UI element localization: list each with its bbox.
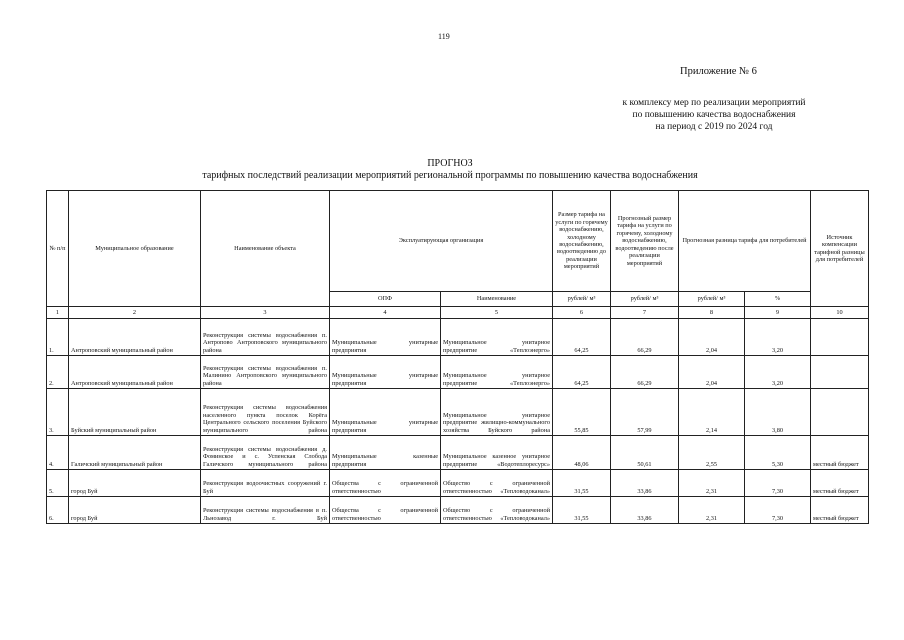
header-row [47,191,869,292]
cell-tariff-before: 48,06 [553,436,611,470]
header-name: Наименование [441,292,553,307]
cell-num: 1. [47,319,69,356]
cell-tariff-after: 33,86 [611,497,679,524]
header-tariff-before: Размер тарифа на услуги по горячему водоснабжению, холодному водоснабжению, водоотведению до реализации мероприятий [553,191,611,292]
col-number: 9 [745,307,811,319]
table-row [47,319,869,356]
heading-line-2: тарифных последствий реализации мероприятий региональной программы по повышению качества водоснабжения [202,170,698,181]
cell-object: Реконструкция водоочистных сооружений г. Буй [201,470,330,497]
cell-opf: Муниципальные унитарные предприятия [330,389,441,436]
col-number: 6 [553,307,611,319]
cell-name: Муниципальное унитарное предприятие «Теплоэнерго» [441,356,553,389]
cell-opf: Муниципальные унитарные предприятия [330,319,441,356]
cell-opf: Муниципальные казенные предприятия [330,436,441,470]
col-number: 7 [611,307,679,319]
header-operator: Эксплуатирующая организация [330,191,553,292]
cell-tariff-after: 57,99 [611,389,679,436]
cell-source [811,319,869,356]
cell-num: 6. [47,497,69,524]
cell-object: Реконструкция системы водоснабжения п. Малинино Антроповского муниципального района [201,356,330,389]
col-number: 1 [47,307,69,319]
cell-diff: 2,04 [679,319,745,356]
cell-name: Муниципальное унитарное предприятие жилищно-коммунального хозяйства Буйского района [441,389,553,436]
table-row [47,470,869,497]
table-row [47,497,869,524]
cell-object: Реконструкция системы водоснабжения населенного пункта поселок Корёга Центрального сельского поселения Буйского муниципального района [201,389,330,436]
cell-diff: 2,14 [679,389,745,436]
cell-tariff-after: 66,29 [611,319,679,356]
cell-municipality: город Буй [69,470,201,497]
appendix-subtitle [614,97,814,133]
cell-object: Реконструкция системы водоснабжения п. Антропово Антроповского муниципального района [201,319,330,356]
page-number: 119 [438,32,450,41]
col-number: 3 [201,307,330,319]
cell-source: местный бюджет [811,497,869,524]
appendix-line: на период с 2019 по 2024 год [655,122,773,132]
col-number: 10 [811,307,869,319]
header-tariff-after: Прогнозный размер тарифа на услуги по горячему, холодному водоснабжению, водоотведению после реализации мероприятий [611,191,679,292]
cell-tariff-before: 64,25 [553,356,611,389]
cell-num: 3. [47,389,69,436]
cell-source: местный бюджет [811,436,869,470]
appendix-line: к комплексу мер по реализации мероприятий [622,98,806,108]
col-number: 8 [679,307,745,319]
cell-municipality: Буйский муниципальный район [69,389,201,436]
cell-tariff-before: 31,55 [553,497,611,524]
cell-num: 2. [47,356,69,389]
cell-municipality: Антроповский муниципальный район [69,356,201,389]
header-percent: % [745,292,811,307]
cell-tariff-before: 64,25 [553,319,611,356]
cell-tariff-before: 31,55 [553,470,611,497]
heading-line-1: ПРОГНОЗ [427,158,473,169]
cell-name: Муниципальное казенное унитарное предприятие «Водотеплоресурс» [441,436,553,470]
header-source: Источник компенсации тарифной разницы для потребителей [811,191,869,307]
header-num: № п/п [47,191,69,307]
table-row [47,389,869,436]
cell-num: 4. [47,436,69,470]
cell-name: Общество с ограниченной ответственностью «Тепловодоканал» [441,497,553,524]
header-diff: Прогнозная разница тарифа для потребителей [679,191,811,292]
cell-object: Реконструкция системы водоснабжения в п. Льнозавод г. Буй [201,497,330,524]
cell-tariff-after: 66,29 [611,356,679,389]
appendix-line: по повышению качества водоснабжения [632,110,796,120]
col-number: 5 [441,307,553,319]
column-number-row [47,307,869,319]
cell-diff: 2,04 [679,356,745,389]
cell-object: Реконструкция системы водоснабжения д. Фоминское и с. Успенская Слобода Галичского муниципального района [201,436,330,470]
cell-percent: 3,20 [745,356,811,389]
header-unit: рублей/ м³ [553,292,611,307]
cell-opf: Общества с ограниченной ответственностью [330,470,441,497]
table-row [47,356,869,389]
cell-source [811,356,869,389]
cell-percent: 3,20 [745,319,811,356]
header-object: Наименование объекта [201,191,330,307]
header-municipality: Муниципальное образование [69,191,201,307]
cell-tariff-after: 50,61 [611,436,679,470]
cell-tariff-before: 55,85 [553,389,611,436]
cell-percent: 3,80 [745,389,811,436]
header-unit: рублей/ м³ [679,292,745,307]
appendix-title: Приложение № 6 [680,66,757,77]
cell-percent: 7,30 [745,497,811,524]
document-heading [150,158,750,182]
cell-diff: 2,55 [679,436,745,470]
cell-opf: Общества с ограниченной ответственностью [330,497,441,524]
cell-municipality: Галичский муниципальный район [69,436,201,470]
header-opf: ОПФ [330,292,441,307]
cell-percent: 7,30 [745,470,811,497]
col-number: 2 [69,307,201,319]
cell-tariff-after: 33,86 [611,470,679,497]
table-row [47,436,869,470]
cell-name: Общество с ограниченной ответственностью «Тепловодоканал» [441,470,553,497]
cell-diff: 2,31 [679,497,745,524]
cell-num: 5. [47,470,69,497]
header-unit: рублей/ м³ [611,292,679,307]
cell-municipality: город Буй [69,497,201,524]
cell-name: Муниципальное унитарное предприятие «Теплоэнерго» [441,319,553,356]
cell-opf: Муниципальные унитарные предприятия [330,356,441,389]
col-number: 4 [330,307,441,319]
cell-source: местный бюджет [811,470,869,497]
cell-source [811,389,869,436]
cell-diff: 2,31 [679,470,745,497]
tariff-table [46,190,869,524]
cell-municipality: Антроповский муниципальный район [69,319,201,356]
cell-percent: 5,30 [745,436,811,470]
